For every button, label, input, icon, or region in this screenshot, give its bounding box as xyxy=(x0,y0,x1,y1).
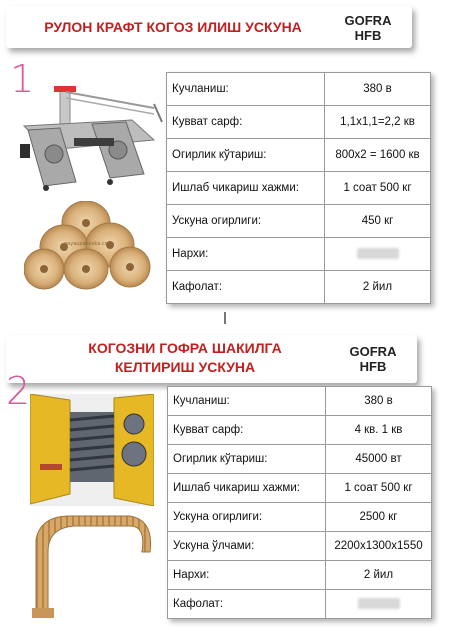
spec-value: 1,1х1,1=2,2 кв xyxy=(325,106,431,139)
table-row xyxy=(168,561,432,590)
kraft-paper-rolls-image xyxy=(24,201,152,291)
section1-number: 1 xyxy=(10,57,35,101)
divider-tick xyxy=(224,312,226,324)
section2-brand-line1: GOFRA xyxy=(349,344,397,359)
section1-brand-line2: HFB xyxy=(354,28,382,43)
spec-value: 2200х1300х1550 xyxy=(326,532,432,561)
section2-title-line2: КЕЛТИРИШ УСКУНА xyxy=(114,359,256,375)
table-row xyxy=(167,139,431,172)
section2-title xyxy=(50,339,320,377)
rolls-watermark: gayaupakovka.com xyxy=(64,241,113,247)
corrugated-sheet-image xyxy=(30,512,154,622)
spec-label: Кувват сарф: xyxy=(168,416,326,445)
spec-label: Кафолат: xyxy=(167,271,325,304)
spec-value: 450 кг xyxy=(325,205,431,238)
section2-brand xyxy=(343,344,403,374)
spec-value-redacted xyxy=(325,238,431,271)
specs-table-1 xyxy=(166,72,431,304)
spec-label: Нархи: xyxy=(168,561,326,590)
spec-value-redacted xyxy=(326,590,432,619)
spec-value: 4 кв. 1 кв xyxy=(326,416,432,445)
table-row xyxy=(167,172,431,205)
spec-label: Ускуна огирлиги: xyxy=(168,503,326,532)
table-row xyxy=(167,271,431,304)
spec-value: 2500 кг xyxy=(326,503,432,532)
corrugator-machine-image xyxy=(30,394,154,506)
spec-value: 1 соат 500 кг xyxy=(325,172,431,205)
section1-title: РУЛОН КРАФТ КОГОЗ ИЛИШ УСКУНА xyxy=(44,19,302,35)
table-row xyxy=(168,445,432,474)
spec-value: 1 соат 500 кг xyxy=(326,474,432,503)
section1-brand xyxy=(338,13,398,43)
spec-label: Кучланиш: xyxy=(167,73,325,106)
spec-value: 2 йил xyxy=(326,561,432,590)
table-row xyxy=(168,416,432,445)
redacted-price xyxy=(357,248,399,259)
spec-label: Огирлик кўтариш: xyxy=(168,445,326,474)
section2-brand-line2: HFB xyxy=(359,359,387,374)
spec-label: Кувват сарф: xyxy=(167,106,325,139)
spec-value: 45000 вт xyxy=(326,445,432,474)
table-row xyxy=(168,474,432,503)
table-row xyxy=(168,590,432,619)
spec-label: Ускуна огирлиги: xyxy=(167,205,325,238)
spec-label: Кафолат: xyxy=(168,590,326,619)
spec-label: Ишлаб чикариш хажми: xyxy=(168,474,326,503)
table-row xyxy=(167,73,431,106)
section2-title-line1: КОГОЗНИ ГОФРА ШАКИЛГА xyxy=(88,340,282,356)
spec-label: Нархи: xyxy=(167,238,325,271)
section2-number: 2 xyxy=(6,369,31,413)
spec-value: 2 йил xyxy=(325,271,431,304)
section1-brand-line1: GOFRA xyxy=(344,13,392,28)
table-row xyxy=(167,205,431,238)
table-row xyxy=(167,238,431,271)
spec-value: 800х2 = 1600 кв xyxy=(325,139,431,172)
spec-label: Ускуна ўлчами: xyxy=(168,532,326,561)
table-row xyxy=(167,106,431,139)
section1-banner xyxy=(6,6,412,48)
table-row xyxy=(168,503,432,532)
kraft-rewinder-machine-image xyxy=(14,82,164,194)
spec-label: Кучланиш: xyxy=(168,387,326,416)
spec-label: Ишлаб чикариш хажми: xyxy=(167,172,325,205)
section2-banner xyxy=(6,335,417,383)
spec-label: Огирлик кўтариш: xyxy=(167,139,325,172)
spec-value: 380 в xyxy=(326,387,432,416)
table-row xyxy=(168,532,432,561)
table-row xyxy=(168,387,432,416)
specs-table-2 xyxy=(167,386,432,619)
redacted-warranty xyxy=(358,598,400,609)
spec-value: 380 в xyxy=(325,73,431,106)
